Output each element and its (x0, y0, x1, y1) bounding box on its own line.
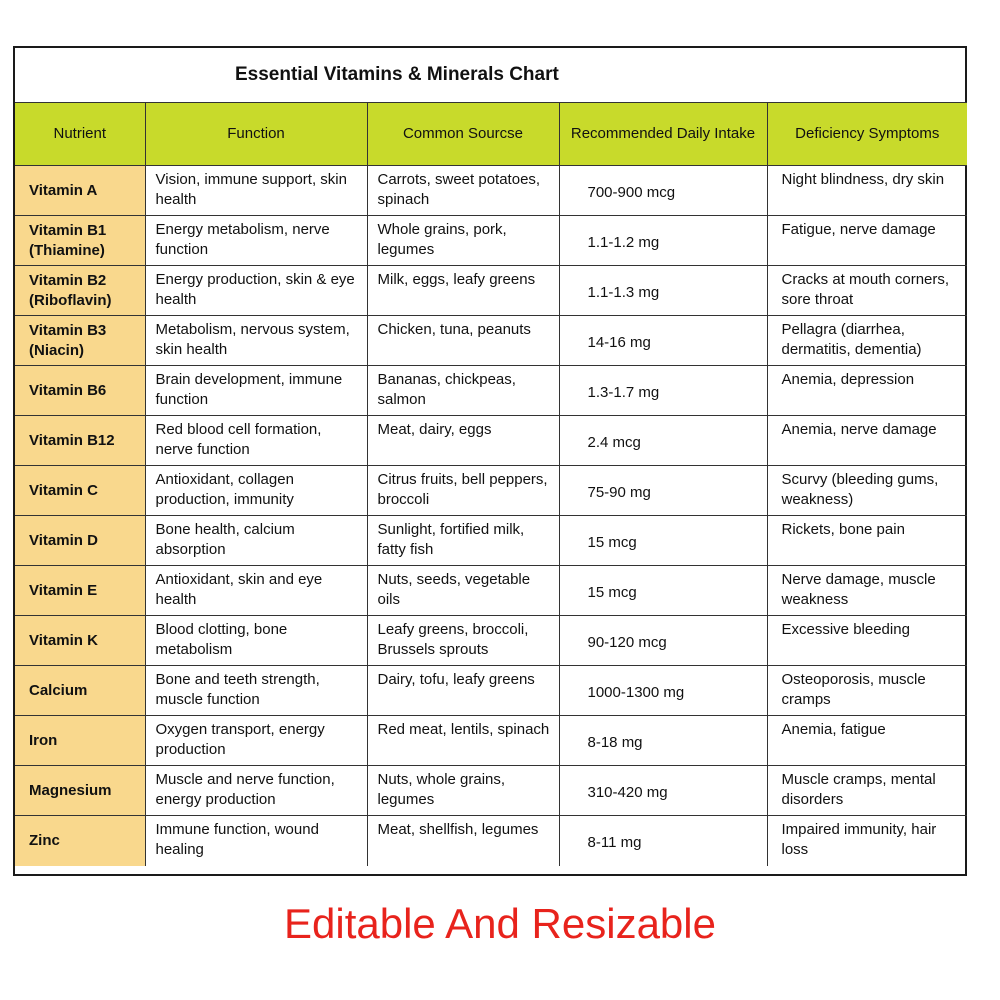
function-cell: Immune function, wound healing (145, 816, 367, 866)
table-row (15, 416, 967, 466)
header-function: Function (145, 103, 367, 166)
nutrient-cell: Vitamin B12 (15, 416, 145, 466)
intake-cell: 2.4 mcg (559, 416, 767, 466)
nutrient-cell: Magnesium (15, 766, 145, 816)
table-row (15, 716, 967, 766)
deficiency-cell: Rickets, bone pain (767, 516, 967, 566)
nutrient-cell: Zinc (15, 816, 145, 866)
table-row (15, 216, 967, 266)
deficiency-cell: Muscle cramps, mental disorders (767, 766, 967, 816)
nutrient-cell: Vitamin C (15, 466, 145, 516)
function-cell: Metabolism, nervous system, skin health (145, 316, 367, 366)
table-row (15, 566, 967, 616)
table-row (15, 766, 967, 816)
intake-cell: 8-18 mg (559, 716, 767, 766)
deficiency-cell: Osteoporosis, muscle cramps (767, 666, 967, 716)
table-row (15, 266, 967, 316)
intake-cell: 75-90 mg (559, 466, 767, 516)
intake-cell: 1.3-1.7 mg (559, 366, 767, 416)
deficiency-cell: Nerve damage, muscle weakness (767, 566, 967, 616)
intake-cell: 1.1-1.2 mg (559, 216, 767, 266)
sources-cell: Nuts, whole grains, legumes (367, 766, 559, 816)
sources-cell: Sunlight, fortified milk, fatty fish (367, 516, 559, 566)
header-deficiency: Deficiency Symptoms (767, 103, 967, 166)
function-cell: Oxygen transport, energy production (145, 716, 367, 766)
nutrient-table (15, 102, 967, 866)
nutrient-cell: Calcium (15, 666, 145, 716)
deficiency-cell: Anemia, fatigue (767, 716, 967, 766)
function-cell: Brain development, immune function (145, 366, 367, 416)
sources-cell: Meat, shellfish, legumes (367, 816, 559, 866)
header-nutrient: Nutrient (15, 103, 145, 166)
sources-cell: Milk, eggs, leafy greens (367, 266, 559, 316)
header-sources: Common Sourcse (367, 103, 559, 166)
intake-cell: 90-120 mcg (559, 616, 767, 666)
intake-cell: 8-11 mg (559, 816, 767, 866)
sources-cell: Red meat, lentils, spinach (367, 716, 559, 766)
nutrient-cell: Vitamin B2 (Riboflavin) (15, 266, 145, 316)
table-row (15, 466, 967, 516)
deficiency-cell: Night blindness, dry skin (767, 166, 967, 216)
function-cell: Vision, immune support, skin health (145, 166, 367, 216)
intake-cell: 1000-1300 mg (559, 666, 767, 716)
intake-cell: 15 mcg (559, 516, 767, 566)
nutrient-cell: Vitamin A (15, 166, 145, 216)
table-row (15, 366, 967, 416)
function-cell: Energy production, skin & eye health (145, 266, 367, 316)
deficiency-cell: Fatigue, nerve damage (767, 216, 967, 266)
nutrient-cell: Vitamin E (15, 566, 145, 616)
chart-title: Essential Vitamins & Minerals Chart (235, 64, 559, 85)
deficiency-cell: Scurvy (bleeding gums, weakness) (767, 466, 967, 516)
header-intake: Recommended Daily Intake (559, 103, 767, 166)
table-row (15, 666, 967, 716)
sources-cell: Nuts, seeds, vegetable oils (367, 566, 559, 616)
intake-cell: 14-16 mg (559, 316, 767, 366)
function-cell: Bone health, calcium absorption (145, 516, 367, 566)
sources-cell: Meat, dairy, eggs (367, 416, 559, 466)
table-header-row (15, 103, 967, 166)
nutrient-cell: Vitamin K (15, 616, 145, 666)
deficiency-cell: Anemia, depression (767, 366, 967, 416)
table-row (15, 166, 967, 216)
sources-cell: Leafy greens, broccoli, Brussels sprouts (367, 616, 559, 666)
sources-cell: Citrus fruits, bell peppers, broccoli (367, 466, 559, 516)
table-row (15, 516, 967, 566)
nutrient-cell: Vitamin B6 (15, 366, 145, 416)
table-row (15, 316, 967, 366)
intake-cell: 15 mcg (559, 566, 767, 616)
sources-cell: Whole grains, pork, legumes (367, 216, 559, 266)
function-cell: Antioxidant, collagen production, immunity (145, 466, 367, 516)
intake-cell: 700-900 mcg (559, 166, 767, 216)
intake-cell: 310-420 mg (559, 766, 767, 816)
sources-cell: Dairy, tofu, leafy greens (367, 666, 559, 716)
sources-cell: Bananas, chickpeas, salmon (367, 366, 559, 416)
nutrient-cell: Vitamin D (15, 516, 145, 566)
function-cell: Bone and teeth strength, muscle function (145, 666, 367, 716)
deficiency-cell: Cracks at mouth corners, sore throat (767, 266, 967, 316)
deficiency-cell: Excessive bleeding (767, 616, 967, 666)
function-cell: Energy metabolism, nerve function (145, 216, 367, 266)
intake-cell: 1.1-1.3 mg (559, 266, 767, 316)
deficiency-cell: Pellagra (diarrhea, dermatitis, dementia) (767, 316, 967, 366)
sources-cell: Carrots, sweet potatoes, spinach (367, 166, 559, 216)
footer-caption: Editable And Resizable (284, 900, 716, 947)
function-cell: Antioxidant, skin and eye health (145, 566, 367, 616)
nutrient-cell: Iron (15, 716, 145, 766)
sources-cell: Chicken, tuna, peanuts (367, 316, 559, 366)
nutrient-cell: Vitamin B1 (Thiamine) (15, 216, 145, 266)
function-cell: Blood clotting, bone metabolism (145, 616, 367, 666)
table-row (15, 616, 967, 666)
deficiency-cell: Impaired immunity, hair loss (767, 816, 967, 866)
chart-frame (13, 46, 967, 876)
function-cell: Red blood cell formation, nerve function (145, 416, 367, 466)
table-row (15, 816, 967, 866)
deficiency-cell: Anemia, nerve damage (767, 416, 967, 466)
function-cell: Muscle and nerve function, energy production (145, 766, 367, 816)
nutrient-cell: Vitamin B3 (Niacin) (15, 316, 145, 366)
